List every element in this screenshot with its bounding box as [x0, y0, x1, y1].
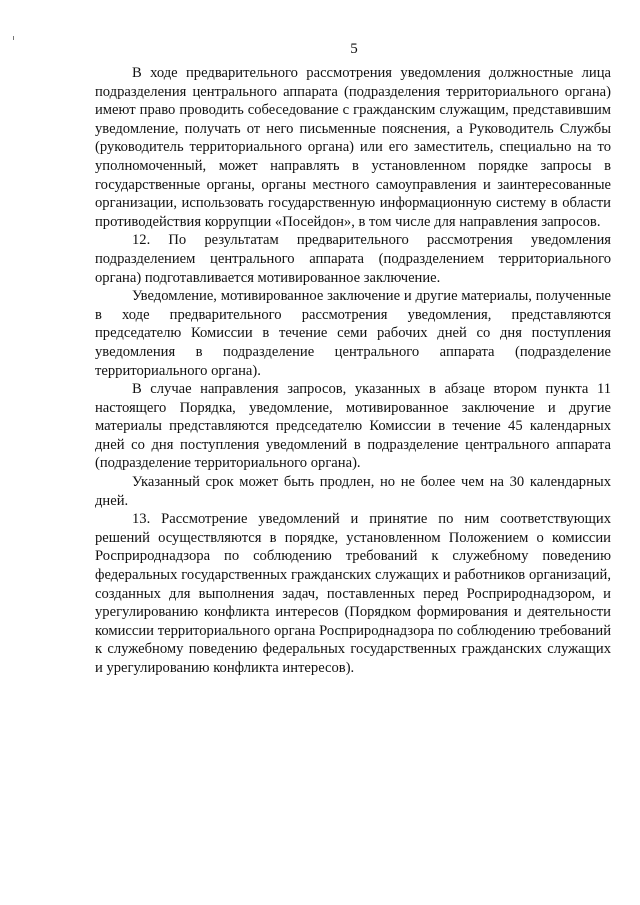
paragraph-13-consideration: 13. Рассмотрение уведомлений и принятие по ним соответствующих решений осуществляются в порядке, установленном Положением о комиссии Росприроднадзора по соблюдению требований к служебному поведению федеральных государственных гражданских служащих и работников организаций, созданных для выполнения задач, поставленных перед Росприроднадзором, и урегулированию конфликта интересов (Порядком формирования и деятельности комиссии территориального органа Росприроднадзора по соблюдению требований к служебному поведению федеральных государственных гражданских служащих и урегулированию конфликта интересов).	[95, 511, 611, 676]
paragraph-materials-submission: Уведомление, мотивированное заключение и другие материалы, полученные в ходе предварительного рассмотрения уведомления, представляются председателю Комиссии в течение семи рабочих дней со дня поступления уведомления в подразделение центрального аппарата (подразделение территориального органа).	[95, 288, 611, 379]
paragraph-requests-deadline: В случае направления запросов, указанных в абзаце втором пункта 11 настоящего Порядка, уведомление, мотивированное заключение и другие материалы представляются председателю Комиссии в течение 45 календарных дней со дня поступления уведомлений в подразделение центрального аппарата (подразделение территориального органа).	[95, 381, 611, 472]
document-body	[95, 64, 611, 678]
paragraph-extension: Указанный срок может быть продлен, но не более чем на 30 календарных дней.	[95, 474, 611, 509]
paragraph-preliminary-review: В ходе предварительного рассмотрения уведомления должностные лица подразделения центрального аппарата (подразделения территориального органа) имеют право проводить собеседование с гражданским служащим, представившим уведомление, получать от него письменные пояснения, а Руководитель Службы (руководитель территориального органа) или его заместитель, специально на то уполномоченный, может направлять в установленном порядке запросы в государственные органы, органы местного самоуправления и заинтересованные организации, использовать государственную информационную систему в области противодействия коррупции «Посейдон», в том числе для направления запросов.	[95, 65, 611, 230]
page-number: 5	[350, 41, 358, 57]
paragraph-12-conclusion: 12. По результатам предварительного рассмотрения уведомления подразделением центрального аппарата (подразделением территориального органа) подготавливается мотивированное заключение.	[95, 232, 611, 286]
